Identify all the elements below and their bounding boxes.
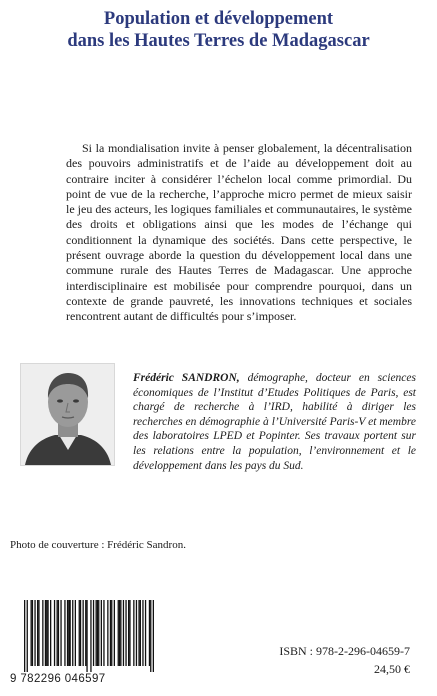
- barcode-bar: [150, 600, 151, 672]
- book-summary: Si la mondialisation invite à penser globalement, la décentralisation des pouvoirs administratifs et de l’aide au développement doit au contraire inciter à considérer l’échelon local comme primordial. Du point de vue de la recherche, l’approche micro permet de mieux saisir le jeu des acteurs, les logiques familiales et communautaires, le système des droits et obligations ainsi que les modes de l’échange qui conditionnent la dynamique des sociétés. Dans cette perspective, le présent ouvrage aborde la question du développement local dans une commune rurale des Hautes Terres de Madagascar. Une approche interdisciplinaire est mobilisée pour comprendre pourquoi, dans un contexte de grande pauvreté, les innovations techniques et sociales rencontrent autant de difficultés pour s’imposer.: [66, 141, 412, 324]
- barcode-bars: [10, 600, 160, 672]
- barcode-bar: [98, 600, 99, 666]
- barcode-bar: [64, 600, 65, 666]
- barcode-bar: [86, 600, 87, 672]
- barcode-bar: [96, 600, 97, 666]
- barcode-bar: [50, 600, 51, 666]
- book-title-line-1: Population et développement: [103, 9, 334, 29]
- barcode-bar: [138, 600, 139, 666]
- barcode-bar: [136, 600, 137, 666]
- barcode-bar: [111, 600, 112, 666]
- book-title-line-2: dans les Hautes Terres de Madagascar: [67, 31, 370, 51]
- barcode-bar: [79, 600, 80, 666]
- barcode-bar: [70, 600, 71, 666]
- barcode-bar: [72, 600, 73, 666]
- barcode-bar: [38, 600, 39, 666]
- barcode-bar: [85, 600, 86, 666]
- barcode-bar: [67, 600, 68, 666]
- barcode-bar: [123, 600, 124, 666]
- barcode-bar: [128, 600, 129, 666]
- book-price: 24,50 €: [374, 662, 410, 676]
- barcode-bar: [149, 600, 150, 666]
- barcode-bar: [42, 600, 43, 666]
- barcode-bar: [60, 600, 61, 666]
- barcode-bar: [118, 600, 119, 666]
- barcode-bar: [45, 600, 46, 666]
- author-photo: [20, 363, 115, 466]
- barcode-bar: [101, 600, 102, 666]
- barcode-bar: [145, 600, 146, 666]
- barcode-bar: [46, 600, 47, 666]
- barcode: [10, 600, 160, 688]
- barcode-bar: [142, 600, 143, 666]
- barcode-bar: [83, 600, 84, 666]
- barcode-bar: [32, 600, 33, 666]
- barcode-bar: [133, 600, 134, 666]
- author-name: Frédéric SANDRON,: [133, 372, 240, 384]
- barcode-bar: [97, 600, 98, 666]
- photo-credit: Photo de couverture : Frédéric Sandron.: [10, 539, 186, 551]
- barcode-bar: [57, 600, 58, 666]
- author-biography: [133, 371, 416, 473]
- barcode-bar: [31, 600, 32, 666]
- barcode-bar: [54, 600, 55, 666]
- barcode-bar: [140, 600, 141, 666]
- isbn-number: ISBN : 978-2-296-04659-7: [279, 644, 410, 658]
- author-bio-text: démographe, docteur en sciences économiques de l’Institut d’Etudes Politiques de Paris, est chargé de recherche à l’IRD, habilité à diriger les recherches en démographie à l’Université Paris-V et membre des laboratoires LPED et Popinter. Ses travaux portent sur les relations entre la population, l’environnement et le développement dans les pays du Sud.: [133, 372, 416, 472]
- barcode-bar: [107, 600, 108, 666]
- barcode-bar: [24, 600, 25, 672]
- barcode-bar: [114, 600, 115, 666]
- barcode-bar: [119, 600, 120, 666]
- barcode-bar: [37, 600, 38, 666]
- barcode-bar: [58, 600, 59, 666]
- barcode-bar: [129, 600, 130, 666]
- barcode-bar: [27, 600, 28, 672]
- barcode-number: 9 782296 046597: [10, 673, 106, 685]
- barcode-bar: [80, 600, 81, 666]
- barcode-bar: [153, 600, 154, 672]
- barcode-bar: [120, 600, 121, 666]
- author-portrait-image: [21, 364, 114, 465]
- barcode-bar: [103, 600, 104, 666]
- barcode-bar: [90, 600, 91, 672]
- barcode-bar: [47, 600, 48, 666]
- barcode-bar: [75, 600, 76, 666]
- barcode-bar: [110, 600, 111, 666]
- book-title: [0, 8, 437, 52]
- barcode-bar: [34, 600, 35, 666]
- barcode-bar: [93, 600, 94, 666]
- barcode-bar: [125, 600, 126, 666]
- barcode-bar: [68, 600, 69, 666]
